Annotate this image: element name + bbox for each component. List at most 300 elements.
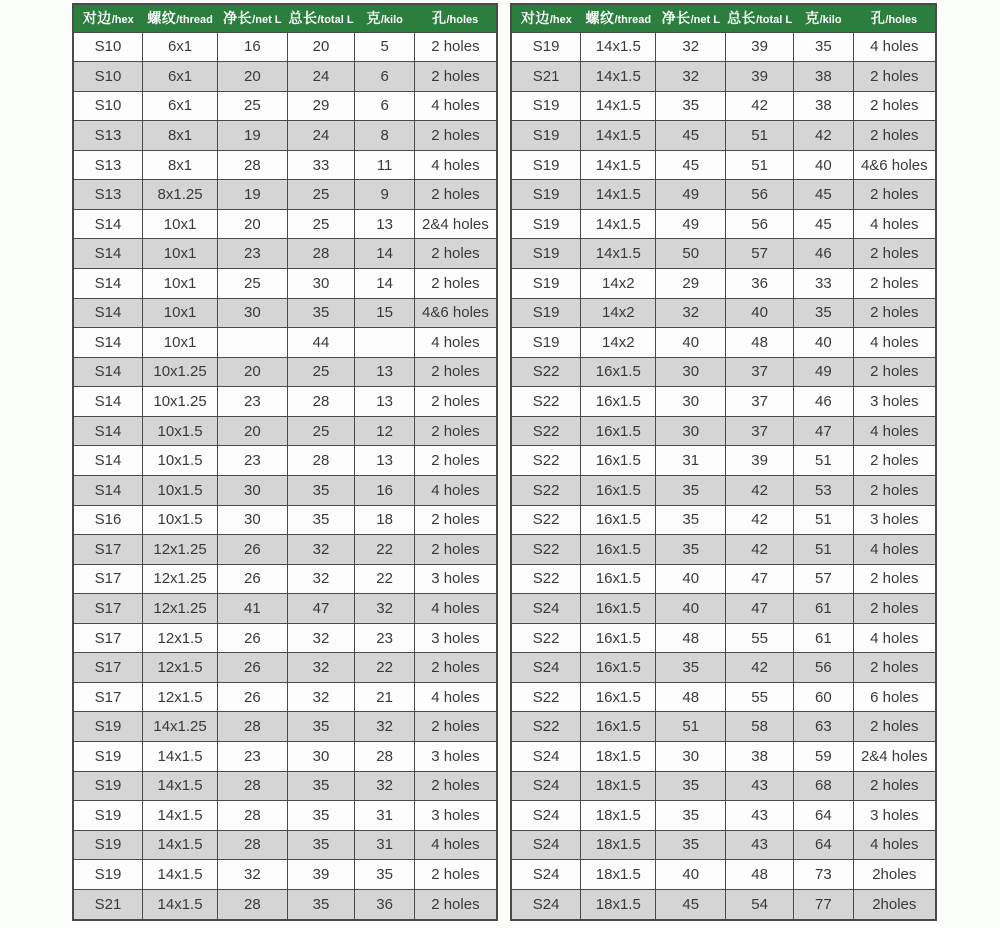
table-cell: 26: [218, 682, 288, 712]
table-cell: 32: [355, 594, 414, 624]
table-cell: 40: [726, 298, 794, 328]
table-cell: 43: [726, 830, 794, 860]
table-cell: 16: [218, 32, 288, 62]
table-cell: 35: [355, 860, 414, 890]
table-cell: 30: [656, 416, 726, 446]
table-cell: 64: [794, 801, 854, 831]
column-header-en: /total L: [756, 14, 793, 27]
table-cell: 14x1.5: [143, 830, 218, 860]
table-cell: S22: [511, 446, 581, 476]
table-cell: S17: [73, 564, 143, 594]
table-cell: 22: [355, 535, 414, 565]
table-cell: 2 holes: [414, 505, 497, 535]
table-cell: S14: [73, 269, 143, 299]
table-cell: 44: [287, 328, 355, 358]
table-cell: S19: [511, 32, 581, 62]
table-cell: 16x1.5: [581, 564, 656, 594]
table-cell: 14x1.5: [143, 771, 218, 801]
table-cell: 35: [794, 32, 854, 62]
table-cell: S14: [73, 298, 143, 328]
table-cell: 28: [287, 446, 355, 476]
table-cell: 20: [218, 416, 288, 446]
table-cell: 16x1.5: [581, 446, 656, 476]
column-header-zh: 净长: [661, 10, 691, 27]
table-cell: 55: [726, 623, 794, 653]
column-header-en: /kilo: [380, 14, 403, 27]
table-cell: 51: [794, 446, 854, 476]
table-row: [511, 416, 936, 446]
table-cell: 23: [218, 446, 288, 476]
table-cell: 2 holes: [853, 564, 936, 594]
table-cell: 12: [355, 416, 414, 446]
table-cell: 14x1.5: [143, 860, 218, 890]
table-cell: 29: [656, 269, 726, 299]
table-cell: 63: [794, 712, 854, 742]
table-cell: 16x1.5: [581, 505, 656, 535]
table-row: [511, 209, 936, 239]
table-row: [511, 801, 936, 831]
table-row: [511, 889, 936, 920]
table-cell: 2 holes: [414, 239, 497, 269]
table-cell: 35: [287, 298, 355, 328]
column-header-holes: [853, 4, 936, 32]
table-cell: 16x1.5: [581, 535, 656, 565]
table-cell: 32: [218, 860, 288, 890]
table-cell: S22: [511, 623, 581, 653]
table-cell: 4 holes: [853, 328, 936, 358]
table-cell: 2holes: [853, 889, 936, 920]
table-row: [73, 535, 497, 565]
table-cell: 49: [656, 180, 726, 210]
table-row: [511, 594, 936, 624]
table-cell: 6 holes: [853, 682, 936, 712]
table-cell: 3 holes: [853, 505, 936, 535]
table-cell: S13: [73, 150, 143, 180]
table-row: [511, 91, 936, 121]
header-row: [511, 4, 936, 32]
table-cell: 2&4 holes: [853, 742, 936, 772]
table-cell: 18x1.5: [581, 742, 656, 772]
column-header-thread: [581, 4, 656, 32]
table-row: [73, 239, 497, 269]
table-cell: 39: [287, 860, 355, 890]
table-cell: 4 holes: [414, 150, 497, 180]
table-cell: 14x1.5: [581, 239, 656, 269]
table-cell: 14x2: [581, 328, 656, 358]
table-cell: 2 holes: [853, 771, 936, 801]
table-cell: 14: [355, 239, 414, 269]
table-cell: 16: [355, 475, 414, 505]
table-cell: 2 holes: [853, 653, 936, 683]
table-cell: S24: [511, 594, 581, 624]
table-cell: 32: [287, 682, 355, 712]
table-cell: 4 holes: [853, 32, 936, 62]
table-row: [73, 682, 497, 712]
table-cell: 58: [726, 712, 794, 742]
table-cell: 28: [218, 771, 288, 801]
table-cell: 2 holes: [414, 269, 497, 299]
column-header-zh: 总长: [727, 10, 757, 27]
table-cell: 35: [656, 771, 726, 801]
table-row: [73, 328, 497, 358]
left-spec-table: [72, 3, 498, 921]
table-cell: 14x1.5: [581, 121, 656, 151]
table-cell: S24: [511, 742, 581, 772]
table-cell: 29: [287, 91, 355, 121]
table-cell: 6: [355, 62, 414, 92]
table-cell: 35: [656, 801, 726, 831]
table-cell: 19: [218, 121, 288, 151]
column-header-zh: 孔: [432, 10, 447, 27]
table-cell: 35: [656, 535, 726, 565]
table-cell: 5: [355, 32, 414, 62]
table-cell: 10x1: [143, 239, 218, 269]
table-cell: 23: [355, 623, 414, 653]
column-header-zh: 对边: [82, 10, 112, 27]
table-cell: 32: [656, 298, 726, 328]
table-cell: 48: [656, 623, 726, 653]
table-cell: 30: [656, 357, 726, 387]
table-cell: 48: [726, 860, 794, 890]
table-cell: 2 holes: [414, 771, 497, 801]
table-cell: 42: [794, 121, 854, 151]
table-cell: S19: [511, 209, 581, 239]
table-cell: 8x1.25: [143, 180, 218, 210]
table-cell: 2 holes: [853, 475, 936, 505]
table-cell: S17: [73, 623, 143, 653]
table-cell: S10: [73, 32, 143, 62]
table-row: [73, 771, 497, 801]
column-header-zh: 对边: [520, 10, 550, 27]
table-cell: 35: [656, 830, 726, 860]
column-header-en: /holes: [446, 14, 479, 27]
table-cell: 26: [218, 653, 288, 683]
table-cell: 18x1.5: [581, 889, 656, 920]
table-cell: S19: [511, 239, 581, 269]
table-cell: 42: [726, 505, 794, 535]
table-cell: S16: [73, 505, 143, 535]
table-cell: 42: [726, 91, 794, 121]
table-cell: S19: [511, 150, 581, 180]
table-cell: S19: [73, 830, 143, 860]
table-cell: 33: [287, 150, 355, 180]
column-header-en: /net L: [252, 14, 282, 27]
table-row: [73, 416, 497, 446]
table-cell: S19: [73, 742, 143, 772]
table-cell: 26: [218, 535, 288, 565]
table-cell: 4&6 holes: [414, 298, 497, 328]
table-cell: S14: [73, 239, 143, 269]
table-row: [73, 623, 497, 653]
table-cell: 38: [794, 91, 854, 121]
table-cell: 10x1: [143, 209, 218, 239]
table-cell: S22: [511, 416, 581, 446]
table-cell: 12x1.25: [143, 535, 218, 565]
column-header-en: /hex: [549, 14, 572, 27]
table-cell: 2 holes: [414, 653, 497, 683]
right-spec-table: [510, 3, 937, 921]
table-cell: 13: [355, 357, 414, 387]
table-row: [73, 209, 497, 239]
table-cell: 14x1.5: [581, 32, 656, 62]
table-cell: 2 holes: [414, 712, 497, 742]
table-cell: 41: [218, 594, 288, 624]
table-cell: 10x1.5: [143, 416, 218, 446]
table-cell: S22: [511, 712, 581, 742]
table-cell: 40: [794, 328, 854, 358]
table-cell: S24: [511, 830, 581, 860]
table-cell: S10: [73, 62, 143, 92]
table-cell: 2 holes: [853, 121, 936, 151]
table-cell: 13: [355, 209, 414, 239]
table-cell: S10: [73, 91, 143, 121]
table-row: [511, 239, 936, 269]
table-row: [73, 62, 497, 92]
table-cell: S14: [73, 357, 143, 387]
table-cell: S17: [73, 653, 143, 683]
table-row: [73, 298, 497, 328]
table-cell: 30: [656, 387, 726, 417]
table-cell: 22: [355, 653, 414, 683]
table-cell: 18x1.5: [581, 801, 656, 831]
table-cell: 2 holes: [853, 357, 936, 387]
table-cell: 39: [726, 62, 794, 92]
table-cell: 20: [218, 357, 288, 387]
table-cell: 19: [218, 180, 288, 210]
table-row: [73, 889, 497, 920]
table-cell: 18: [355, 505, 414, 535]
table-cell: 32: [355, 771, 414, 801]
table-cell: 35: [656, 475, 726, 505]
table-cell: S22: [511, 357, 581, 387]
table-cell: 24: [287, 62, 355, 92]
table-row: [511, 328, 936, 358]
table-cell: 23: [218, 239, 288, 269]
table-cell: S19: [511, 121, 581, 151]
table-row: [73, 446, 497, 476]
table-cell: 42: [726, 653, 794, 683]
table-cell: 10x1.25: [143, 387, 218, 417]
table-cell: 57: [794, 564, 854, 594]
table-cell: 38: [794, 62, 854, 92]
table-cell: 2 holes: [414, 180, 497, 210]
table-cell: 16x1.5: [581, 475, 656, 505]
table-cell: 68: [794, 771, 854, 801]
table-cell: 24: [287, 121, 355, 151]
table-cell: 30: [218, 475, 288, 505]
table-row: [511, 269, 936, 299]
table-cell: 16x1.5: [581, 653, 656, 683]
table-cell: 32: [355, 712, 414, 742]
table-cell: 33: [794, 269, 854, 299]
table-cell: 51: [794, 505, 854, 535]
table-cell: S22: [511, 505, 581, 535]
table-cell: 4 holes: [853, 535, 936, 565]
table-cell: 28: [218, 150, 288, 180]
table-cell: S14: [73, 387, 143, 417]
table-cell: 25: [287, 416, 355, 446]
table-cell: 3 holes: [853, 801, 936, 831]
table-cell: S19: [511, 328, 581, 358]
table-cell: S21: [511, 62, 581, 92]
table-cell: 14x1.5: [581, 150, 656, 180]
table-cell: 4 holes: [853, 416, 936, 446]
table-cell: 25: [287, 357, 355, 387]
table-cell: 8x1: [143, 121, 218, 151]
column-header-zh: 孔: [870, 10, 886, 27]
table-cell: 56: [794, 653, 854, 683]
table-cell: 4 holes: [853, 623, 936, 653]
table-cell: S24: [511, 653, 581, 683]
table-cell: 10x1: [143, 298, 218, 328]
table-cell: 10x1: [143, 269, 218, 299]
table-cell: 53: [794, 475, 854, 505]
table-cell: 6x1: [143, 62, 218, 92]
table-cell: S19: [511, 180, 581, 210]
table-cell: S14: [73, 446, 143, 476]
table-cell: 49: [794, 357, 854, 387]
column-header-zh: 总长: [288, 10, 318, 27]
table-cell: 37: [726, 387, 794, 417]
table-row: [73, 32, 497, 62]
column-header-kilo: [794, 4, 854, 32]
table-cell: 30: [287, 269, 355, 299]
table-cell: 12x1.5: [143, 653, 218, 683]
table-cell: 31: [355, 801, 414, 831]
table-cell: 30: [218, 298, 288, 328]
table-cell: 51: [726, 150, 794, 180]
table-cell: 6x1: [143, 32, 218, 62]
table-row: [511, 446, 936, 476]
table-cell: 26: [218, 564, 288, 594]
table-cell: 40: [656, 860, 726, 890]
table-cell: 10x1.5: [143, 505, 218, 535]
table-cell: 49: [656, 209, 726, 239]
column-header-kilo: [355, 4, 414, 32]
table-cell: 16x1.5: [581, 416, 656, 446]
table-cell: 28: [218, 830, 288, 860]
table-cell: 4 holes: [414, 682, 497, 712]
table-cell: 32: [656, 32, 726, 62]
column-header-net-l: [656, 4, 726, 32]
table-cell: 45: [656, 150, 726, 180]
table-cell: S19: [73, 712, 143, 742]
table-cell: 59: [794, 742, 854, 772]
table-cell: 46: [794, 387, 854, 417]
table-cell: 35: [287, 771, 355, 801]
table-row: [73, 830, 497, 860]
column-header-holes: [414, 4, 497, 32]
table-cell: 2 holes: [853, 62, 936, 92]
column-header-total-l: [287, 4, 355, 32]
table-cell: 40: [656, 328, 726, 358]
table-cell: 35: [287, 801, 355, 831]
table-row: [73, 150, 497, 180]
table-cell: S24: [511, 801, 581, 831]
table-cell: 12x1.5: [143, 623, 218, 653]
table-cell: 23: [218, 742, 288, 772]
column-header-hex: [511, 4, 581, 32]
table-row: [73, 387, 497, 417]
table-cell: 47: [287, 594, 355, 624]
table-cell: 37: [726, 416, 794, 446]
table-row: [511, 682, 936, 712]
table-row: [511, 150, 936, 180]
table-row: [73, 475, 497, 505]
table-row: [73, 712, 497, 742]
table-cell: 61: [794, 623, 854, 653]
table-cell: 10x1.5: [143, 446, 218, 476]
table-cell: 14x1.5: [581, 209, 656, 239]
table-row: [511, 860, 936, 890]
table-cell: S19: [511, 269, 581, 299]
table-cell: 16x1.5: [581, 387, 656, 417]
table-cell: 4 holes: [414, 594, 497, 624]
table-cell: 46: [794, 239, 854, 269]
table-row: [73, 357, 497, 387]
table-cell: 28: [287, 239, 355, 269]
table-row: [511, 535, 936, 565]
table-cell: 6: [355, 91, 414, 121]
table-row: [511, 505, 936, 535]
table-cell: 6x1: [143, 91, 218, 121]
column-header-total-l: [726, 4, 794, 32]
table-cell: 22: [355, 564, 414, 594]
table-row: [511, 475, 936, 505]
table-cell: 36: [355, 889, 414, 920]
table-row: [511, 387, 936, 417]
table-cell: 2 holes: [853, 180, 936, 210]
table-row: [511, 32, 936, 62]
table-cell: S13: [73, 121, 143, 151]
table-cell: 26: [218, 623, 288, 653]
table-row: [511, 121, 936, 151]
table-cell: 14x1.5: [581, 180, 656, 210]
table-cell: 30: [656, 742, 726, 772]
table-cell: 50: [656, 239, 726, 269]
table-cell: S14: [73, 416, 143, 446]
table-cell: 39: [726, 446, 794, 476]
table-cell: [218, 328, 288, 358]
table-cell: S21: [73, 889, 143, 920]
table-cell: 16x1.5: [581, 623, 656, 653]
table-cell: 47: [794, 416, 854, 446]
table-row: [511, 180, 936, 210]
table-row: [73, 594, 497, 624]
table-cell: S14: [73, 209, 143, 239]
table-cell: 3 holes: [414, 742, 497, 772]
table-cell: 35: [794, 298, 854, 328]
table-row: [511, 830, 936, 860]
table-cell: S22: [511, 564, 581, 594]
table-cell: [355, 328, 414, 358]
table-cell: S24: [511, 860, 581, 890]
table-cell: 3 holes: [414, 623, 497, 653]
table-cell: 11: [355, 150, 414, 180]
table-cell: S14: [73, 328, 143, 358]
table-cell: 2 holes: [414, 357, 497, 387]
table-row: [511, 62, 936, 92]
table-row: [73, 653, 497, 683]
column-header-zh: 螺纹: [147, 10, 177, 27]
table-cell: 4 holes: [414, 328, 497, 358]
table-cell: 35: [287, 830, 355, 860]
table-cell: 12x1.5: [143, 682, 218, 712]
table-cell: 40: [656, 564, 726, 594]
table-cell: 39: [726, 32, 794, 62]
table-cell: S19: [73, 801, 143, 831]
table-row: [511, 771, 936, 801]
